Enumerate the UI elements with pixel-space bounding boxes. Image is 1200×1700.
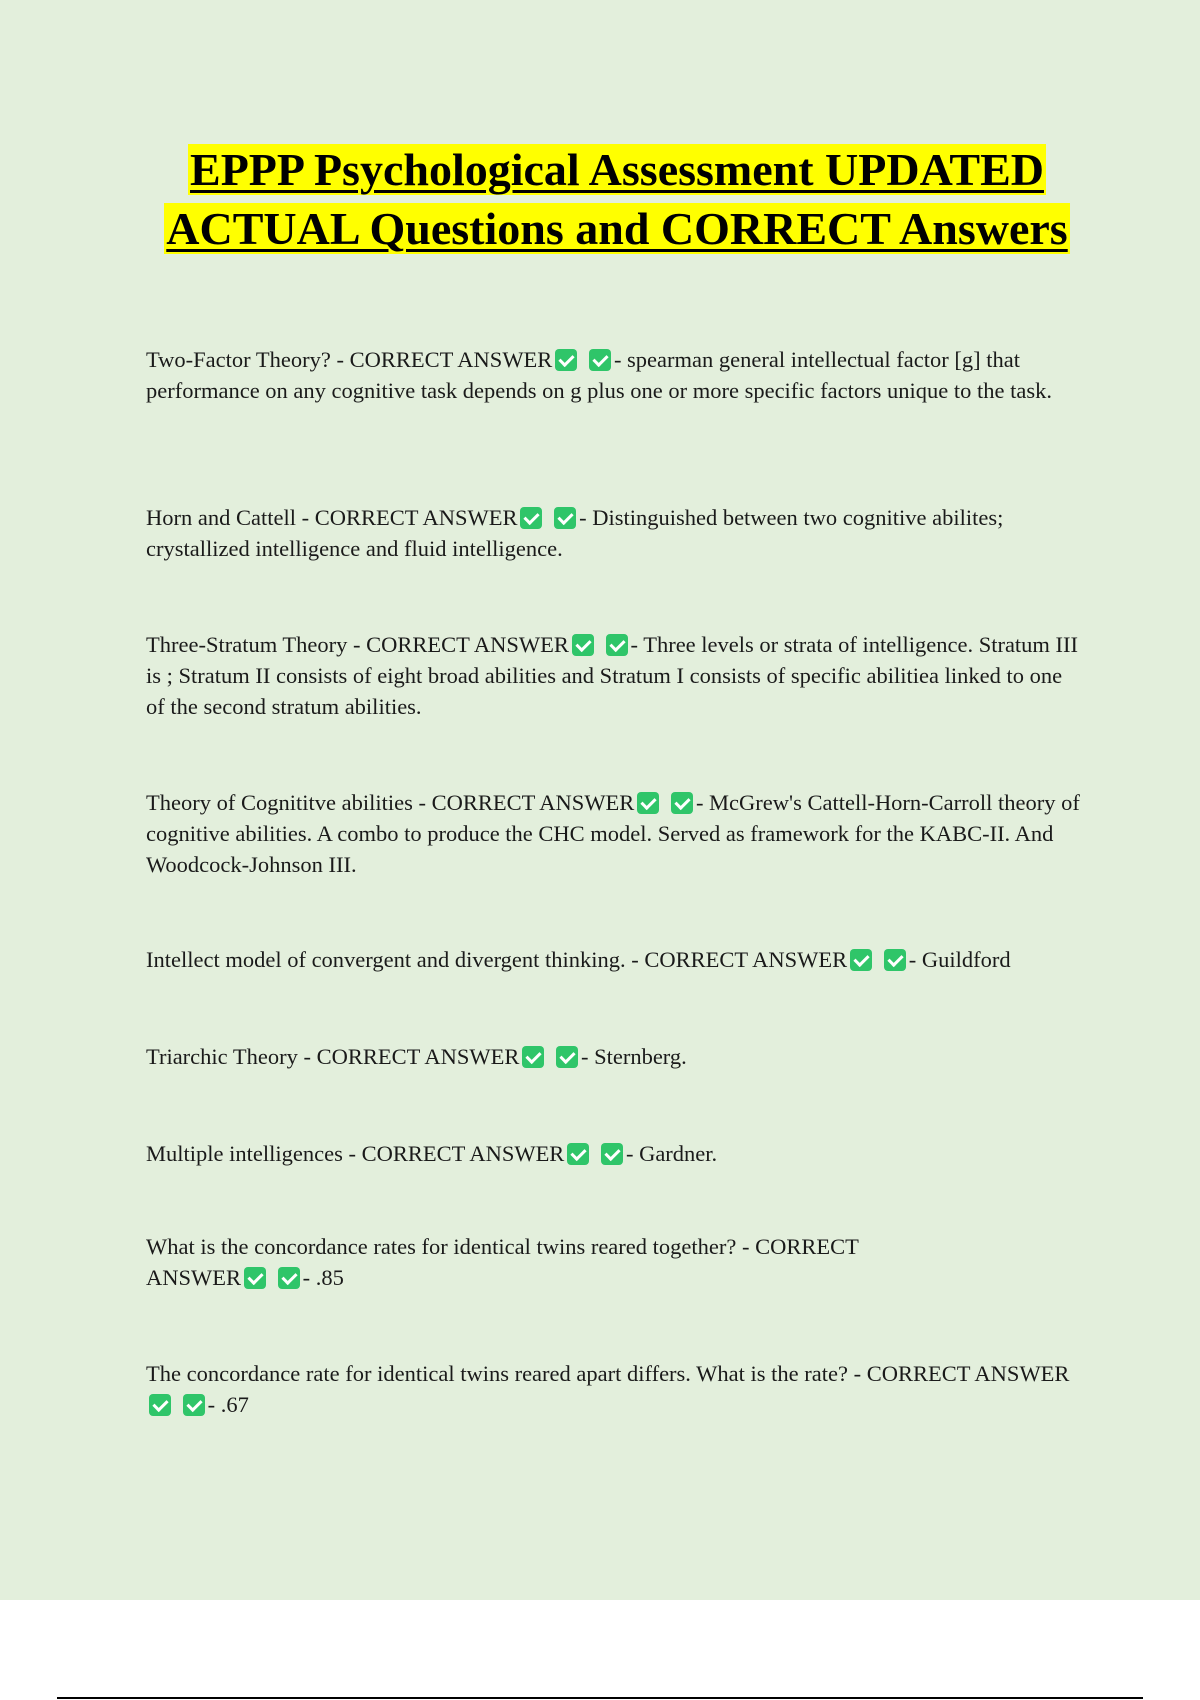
document-title-text: EPPP Psychological Assessment UPDATED ACTUAL Questions and CORRECT Answers <box>166 144 1068 254</box>
answer-text: - .67 <box>207 1392 249 1417</box>
check-icon <box>589 349 611 371</box>
answer-text: - Three levels or strata of intelligence. Stratum III is ; Stratum II consists of eight broad abilities and Stratum I consists of specific abilitiea linked to one of the second stratum abilities. <box>146 632 1079 719</box>
question-text: The concordance rate for identical twins reared apart differs. What is the rate? - CORRECT ANSWER <box>146 1361 1070 1386</box>
question-text: Two-Factor Theory? - CORRECT ANSWER <box>146 347 553 372</box>
answer-text: - .85 <box>302 1265 344 1290</box>
question-text: Triarchic Theory - CORRECT ANSWER <box>146 1044 520 1069</box>
question-text: Three-Stratum Theory - CORRECT ANSWER <box>146 632 569 657</box>
qa-item-3 <box>146 629 1086 722</box>
check-icon <box>278 1267 300 1289</box>
check-icon <box>850 949 872 971</box>
question-text: Horn and Cattell - CORRECT ANSWER <box>146 505 518 530</box>
check-icon <box>520 507 542 529</box>
qa-item-8 <box>146 1231 946 1293</box>
qa-item-6 <box>146 1041 1086 1072</box>
answer-text: - Gardner. <box>625 1141 718 1166</box>
qa-item-9 <box>146 1358 1076 1420</box>
question-text: Intellect model of convergent and divergent thinking. - CORRECT ANSWER <box>146 947 848 972</box>
check-icon <box>149 1394 171 1416</box>
footer-divider <box>57 1697 1143 1699</box>
check-icon <box>522 1046 544 1068</box>
answer-text: - Guildford <box>908 947 1011 972</box>
check-icon <box>606 634 628 656</box>
qa-item-1 <box>146 344 1086 406</box>
qa-item-5 <box>146 944 1086 975</box>
check-icon <box>884 949 906 971</box>
check-icon <box>601 1143 623 1165</box>
check-icon <box>572 634 594 656</box>
check-icon <box>554 507 576 529</box>
question-text: What is the concordance rates for identical twins reared together? - CORRECT ANSWER <box>146 1234 859 1290</box>
answer-text: - McGrew's Cattell-Horn-Carroll theory of cognitive abilities. A combo to produce the CHC model. Served as framework for the KABC-II. And Woodcock-Johnson III. <box>146 790 1080 877</box>
question-text: Theory of Cognititve abilities - CORRECT ANSWER <box>146 790 635 815</box>
answer-text: - spearman general intellectual factor [g] that performance on any cognitive task depends on g plus one or more specific factors unique to the task. <box>146 347 1052 403</box>
qa-item-4 <box>146 787 1086 880</box>
check-icon <box>556 1046 578 1068</box>
check-icon <box>555 349 577 371</box>
qa-item-7 <box>146 1138 1086 1169</box>
check-icon <box>637 792 659 814</box>
check-icon <box>183 1394 205 1416</box>
answer-text: - Distinguished between two cognitive abilites; crystallized intelligence and fluid intelligence. <box>146 505 1004 561</box>
check-icon <box>567 1143 589 1165</box>
qa-item-2 <box>146 502 1086 564</box>
answer-text: - Sternberg. <box>580 1044 687 1069</box>
question-text: Multiple intelligences - CORRECT ANSWER <box>146 1141 565 1166</box>
check-icon <box>671 792 693 814</box>
check-icon <box>244 1267 266 1289</box>
document-title <box>100 140 1134 258</box>
